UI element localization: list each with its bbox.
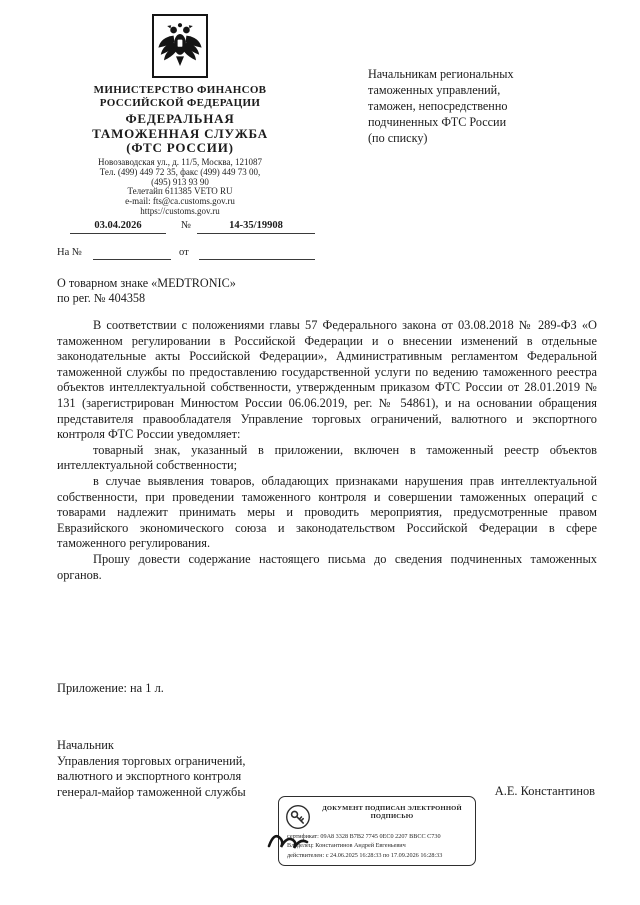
- number-sign: №: [181, 220, 192, 231]
- subject-block: [57, 276, 377, 306]
- ref-na-label: На №: [57, 247, 82, 258]
- body-paragraph: В соответствии с положениями главы 57 Федерального закона от 03.08.2018 № 289-ФЗ «О таможенном регулировании в Российской Федерации и о внесении изменений в отдельные законодательные акты Российской Федерации», Административным регламентом Федеральной таможенной службы по предоставлению государственной услуги по ведению таможенного реестра объектов интеллектуальной собственности, утвержденным приказом ФТС России от 28.01.2019 № 131 (зарегистрирован Минюстом России 06.06.2019, рег. № 54861), и на основании обращения представителя правообладателя Управление торговых ограничений, валютного и экспортного контроля ФТС России уведомляет:: [57, 318, 597, 442]
- coat-of-arms-box: [152, 14, 208, 78]
- service-line1: ФЕДЕРАЛЬНАЯ: [125, 111, 235, 126]
- signer-position-line: валютного и экспортного контроля: [57, 769, 242, 784]
- stamp-owner: Владелец: Константинов Андрей Евгеньевич: [287, 842, 406, 850]
- service-line2: ТАМОЖЕННАЯ СЛУЖБА: [92, 125, 268, 141]
- addressee-line: таможенных управлений,: [368, 83, 501, 97]
- signer-name: А.Е. Константинов: [494, 784, 595, 798]
- addressee-line: подчиненных ФТС России: [368, 115, 507, 129]
- letterhead-email: e-mail: fts@ca.customs.gov.ru: [125, 196, 235, 207]
- stamp-fields: [287, 832, 473, 860]
- reference-row: [55, 247, 335, 262]
- subject-line2: по рег. № 404358: [57, 291, 146, 305]
- body-paragraph: Прошу довести содержание настоящего письма до сведения подчиненных таможенных органов.: [57, 551, 597, 582]
- signature-ink-mark: [266, 828, 312, 854]
- addressee-line: Начальникам региональных: [368, 67, 514, 81]
- letterhead-teletype: Телетайп 611385 VETO RU: [127, 186, 233, 197]
- signer-position-block: [57, 738, 377, 801]
- signer-position-line: генерал-майор таможенной службы: [57, 785, 246, 800]
- blank-field-line: [199, 259, 315, 260]
- ministry-line2: РОССИЙСКОЙ ФЕДЕРАЦИИ: [99, 97, 261, 109]
- double-headed-eagle-icon: [156, 18, 204, 74]
- addressee-block: [368, 66, 603, 146]
- letterhead-phone-1: Тел. (499) 449 72 35, факс (499) 449 73 00,: [99, 166, 261, 177]
- letterhead-website: https://customs.gov.ru: [140, 205, 220, 216]
- signer-position-line: Управления торговых ограничений,: [57, 753, 246, 768]
- stamp-title-line2: ПОДПИСЬЮ: [370, 813, 414, 820]
- letter-body: [57, 318, 597, 583]
- stamp-title-line1: ДОКУМЕНТ ПОДПИСАН ЭЛЕКТРОННОЙ: [322, 805, 462, 812]
- body-paragraph: товарный знак, указанный в приложении, включен в таможенный реестр объектов интеллектуальной собственности;: [57, 442, 597, 473]
- signer-position-line: Начальник: [57, 738, 114, 752]
- attachment-note: Приложение: на 1 л.: [57, 681, 164, 695]
- addressee-line: таможен, непосредственно: [368, 99, 508, 113]
- addressee-line: (по списку): [368, 131, 428, 145]
- ministry-line1: МИНИСТЕРСТВО ФИНАНСОВ: [93, 84, 267, 96]
- ref-ot-label: от: [179, 247, 189, 258]
- service-line3: (ФТС РОССИИ): [126, 140, 234, 155]
- letterhead-address: Новозаводская ул., д. 11/5, Москва, 121087: [98, 157, 262, 167]
- ministry-name: [40, 84, 320, 110]
- service-name: [40, 112, 320, 156]
- date-number-row: [55, 220, 335, 236]
- key-icon: [285, 804, 311, 830]
- letterhead-phone-2: (495) 913 93 90: [151, 176, 209, 187]
- body-paragraph: в случае выявления товаров, обладающих признаками нарушения прав интеллектуальной собственности, при проведении таможенного контроля и совершении таможенных операций с товарами надлежит принимать меры и проводить мероприятия, предусмотренные правом Евразийского экономического союза и законодательством Российской Федерации в сфере таможенного регулирования.: [57, 473, 597, 551]
- stamp-validity: действителен: с 24.06.2025 16:28:33 по 17.09.2026 16:28:33: [287, 851, 443, 859]
- document-number: 14-35/19908: [197, 220, 315, 234]
- stamp-certificate: сертификат: 09A8 3328 B7B2 7745 0EC0 2207 BBCC C730: [287, 833, 441, 840]
- blank-field-line: [93, 259, 171, 260]
- stamp-title: [313, 805, 471, 821]
- subject-line1: О товарном знаке «MEDTRONIC»: [57, 276, 236, 290]
- letterhead-contacts: [40, 158, 320, 217]
- document-date: 03.04.2026: [70, 220, 166, 234]
